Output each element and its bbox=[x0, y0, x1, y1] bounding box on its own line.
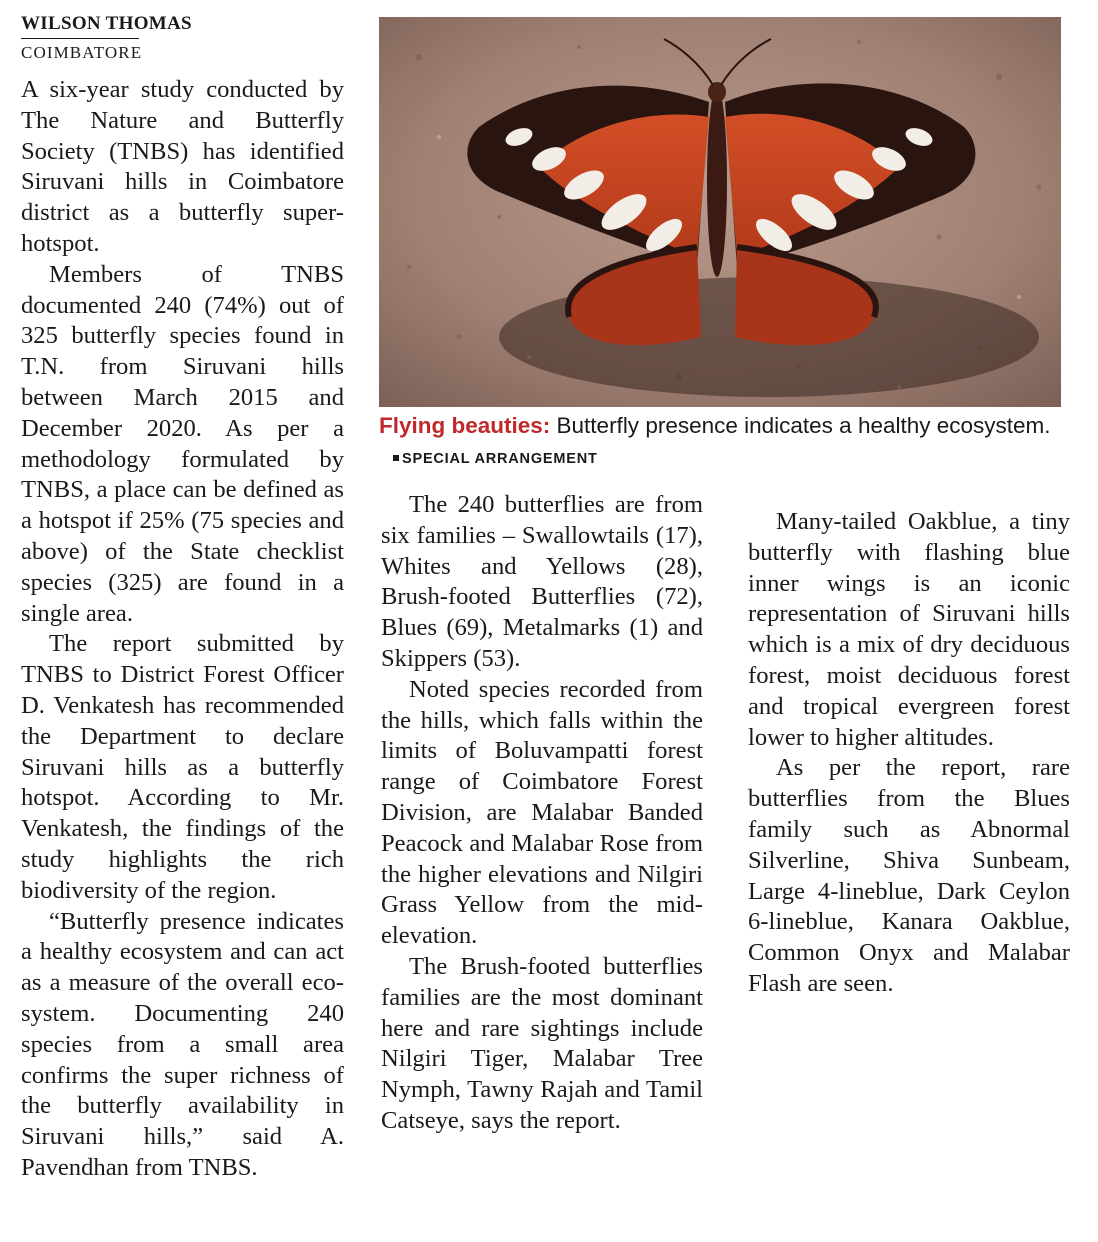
paragraph: The report submitted by TNBS to District Forest Officer D. Venkatesh has recommended the Department to declare Siruvani hills as a butterfly hotspot. According to Mr. Venkatesh, the findings of the study highlights the rich biodiversity of the region. bbox=[21, 630, 344, 904]
article-column-2 bbox=[381, 490, 703, 1137]
article-column-1 bbox=[21, 75, 344, 1184]
bullet-icon bbox=[393, 455, 399, 461]
caption-text: Butterfly presence indicates a healthy ecosystem. bbox=[550, 413, 1051, 438]
paragraph: Many-tailed Oakblue, a tiny butterfly with flashing blue inner wings is an iconic representation of Siruvani hills which is a mix of dry deciduous forest, moist deciduous forest and tropical evergreen forest lower to higher altitudes. bbox=[748, 508, 1070, 751]
article-column-3 bbox=[748, 507, 1070, 1000]
paragraph: The Brush-footed butterflies families are the most dominant here and rare sightings include Nilgiri Tiger, Malabar Tree Nymph, Tawny Rajah and Tamil Catseye, says the report. bbox=[381, 952, 703, 1134]
paragraph: “Butterfly presence indicates a healthy ecosystem and can act as a measure of the overall eco-system. Documenting 240 species from a small area confirms the super richness of the butterfly availability in Siruvani hills,” said A. Pavendhan from TNBS. bbox=[21, 907, 344, 1181]
byline-rule bbox=[21, 38, 139, 39]
paragraph: The 240 butterflies are from six families – Swallowtails (17), Whites and Yellows (28), Brush-footed Butterflies (72), Blues (69), Metalmarks (1) and Skippers (53). bbox=[381, 491, 703, 672]
dateline: COIMBATORE bbox=[21, 43, 143, 62]
butterfly-photo bbox=[379, 17, 1061, 407]
paragraph: Members of TNBS documented 240 (74%) out of 325 butterfly species found in T.N. from Siruvani hills between March 2015 and December 2020. As per a methodology formulated by TNBS, a place can be defined as a hotspot if 25% (75 species and above) of the State checklist species (325) are found in a single area. bbox=[21, 260, 344, 627]
photo-caption bbox=[379, 411, 1069, 474]
photo-credit-text: SPECIAL ARRANGEMENT bbox=[402, 451, 598, 467]
paragraph: As per the report, rare butterflies from the Blues family such as Abnormal Silverline, Shiva Sunbeam, Large 4-lineblue, Dark Ceylon 6-lineblue, Kanara Oakblue, Common Onyx and Malabar Flash are seen. bbox=[748, 754, 1070, 997]
photo-credit bbox=[393, 451, 598, 467]
paragraph: A six-year study conducted by The Nature and Butterfly Society (TNBS) has identified Siruvani hills in Coimbatore district as a butterfly super-hotspot. bbox=[21, 76, 344, 257]
paragraph: Noted species recorded from the hills, which falls within the limits of Boluvampatti forest range of Coimbatore Forest Division, are Malabar Banded Peacock and Malabar Rose from the higher elevations and Nilgiri Grass Yellow from the mid-elevation. bbox=[381, 675, 703, 950]
caption-lead: Flying beauties: bbox=[379, 413, 551, 438]
byline-author: WILSON THOMAS bbox=[21, 13, 192, 34]
